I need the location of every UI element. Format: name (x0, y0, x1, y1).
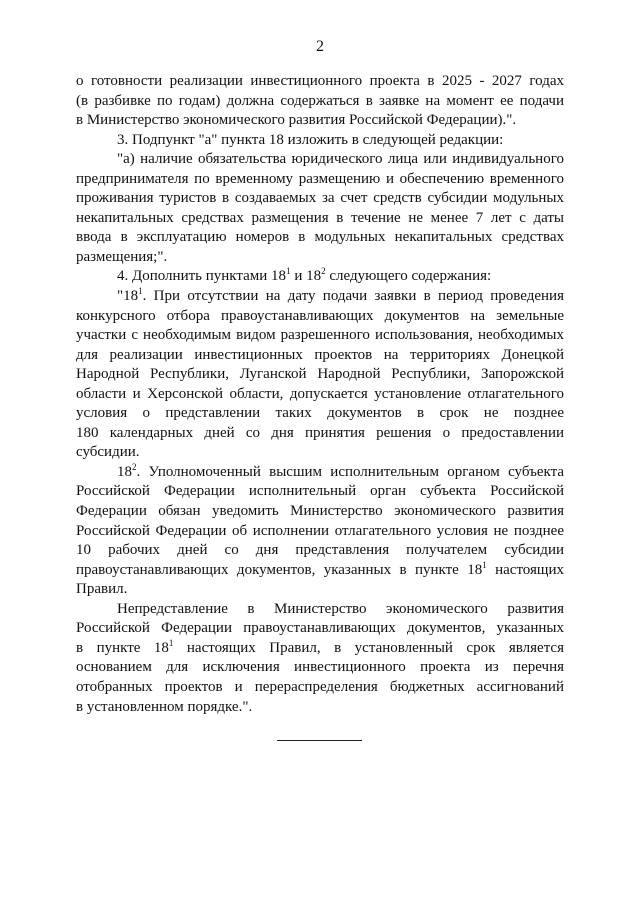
text-run: . При отсутствии на дату подачи заявки в период проведения (142, 288, 564, 305)
text-line: размещения;". (76, 248, 168, 265)
text-line: для реализации инвестиционных проектов на территориях Донецкой (76, 346, 564, 363)
text-run: "18 (117, 288, 139, 305)
superscript-index: 1 (138, 286, 143, 297)
text-line: субсидии. (76, 444, 140, 461)
text-line: "а) наличие обязательства юридического лица или индивидуального (117, 151, 564, 168)
text-line (76, 267, 564, 287)
text-line: области и Херсонской области, допускается установление отлагательного (76, 385, 564, 402)
superscript-index: 1 (168, 637, 174, 648)
text-run: правоустанавливающих документов, указанных в пункте 18 (76, 561, 483, 578)
text-line: 3. Подпункт "а" пункта 18 изложить в следующей редакции: (117, 131, 504, 148)
text-line: 180 календарных дней со дня принятия решения о предоставлении (76, 424, 564, 441)
text-run: . Уполномоченный высшим исполнительным органом субъекта (136, 463, 564, 480)
text-line (76, 287, 564, 307)
text-line: в установленном порядке.". (76, 698, 253, 715)
text-line: основанием для исключения инвестиционного проекта из перечня (76, 659, 564, 676)
text-line: (в разбивке по годам) должна содержаться в заявке на момент ее подачи (76, 92, 564, 109)
superscript-index: 1 (286, 266, 291, 277)
text-run: настоящих Правил, в установленный срок является (173, 639, 564, 656)
superscript-index: 2 (132, 461, 137, 472)
text-run: следующего содержания: (325, 268, 492, 285)
text-line: условия о представлении таких документов в срок не позднее (76, 405, 564, 422)
text-line: Российской Федерации исполнительный орган субъекта Российской (76, 483, 564, 500)
text-line: отобранных проектов и перераспределения бюджетных ассигнований (76, 678, 564, 695)
page-number: 2 (316, 38, 324, 55)
text-line: проживания туристов в создаваемых за счет средств субсидии модульных (76, 190, 564, 207)
text-line (76, 561, 564, 581)
text-run: и 18 (290, 268, 322, 285)
text-line: участки с необходимым видом разрешенного использования, необходимых (76, 327, 564, 344)
text-line: некапитальных средствах размещения в течение не менее 7 лет с даты (76, 209, 564, 226)
text-line (76, 639, 564, 659)
text-line (76, 463, 564, 483)
superscript-index: 2 (321, 266, 326, 277)
text-line: о готовности реализации инвестиционного проекта в 2025 - 2027 годах (76, 73, 564, 89)
text-run: в пункте 18 (76, 639, 169, 656)
text-run: 4. Дополнить пунктами 18 (117, 268, 287, 285)
text-line: Непредставление в Министерство экономического развития (117, 600, 564, 617)
text-line: Народной Республики, Луганской Народной Республики, Запорожской (76, 366, 564, 383)
text-line: Российской Федерации об исполнении отлагательного условия не позднее (76, 522, 564, 539)
text-line: Федерации обязан уведомить Министерство экономического развития (76, 503, 564, 520)
text-run: 18 (117, 463, 132, 480)
text-line: в Министерство экономического развития Российской Федерации).". (76, 112, 517, 129)
text-line: Российской Федерации правоустанавливающих документов, указанных (76, 620, 564, 637)
text-line: конкурсного отбора правоустанавливающих документов на земельные (76, 307, 564, 324)
superscript-index: 1 (482, 559, 487, 570)
text-line: 10 рабочих дней со дня представления получателем субсидии (76, 542, 564, 559)
text-line: Правил. (76, 581, 128, 598)
text-line: ввода в эксплуатацию номеров в модульных некапитальных средствах (76, 229, 564, 246)
text-line: предпринимателя по временному размещению и обеспечению временного (76, 170, 564, 187)
text-run: настоящих (486, 561, 564, 578)
end-of-text-rule (277, 740, 362, 741)
document-body (76, 72, 564, 717)
